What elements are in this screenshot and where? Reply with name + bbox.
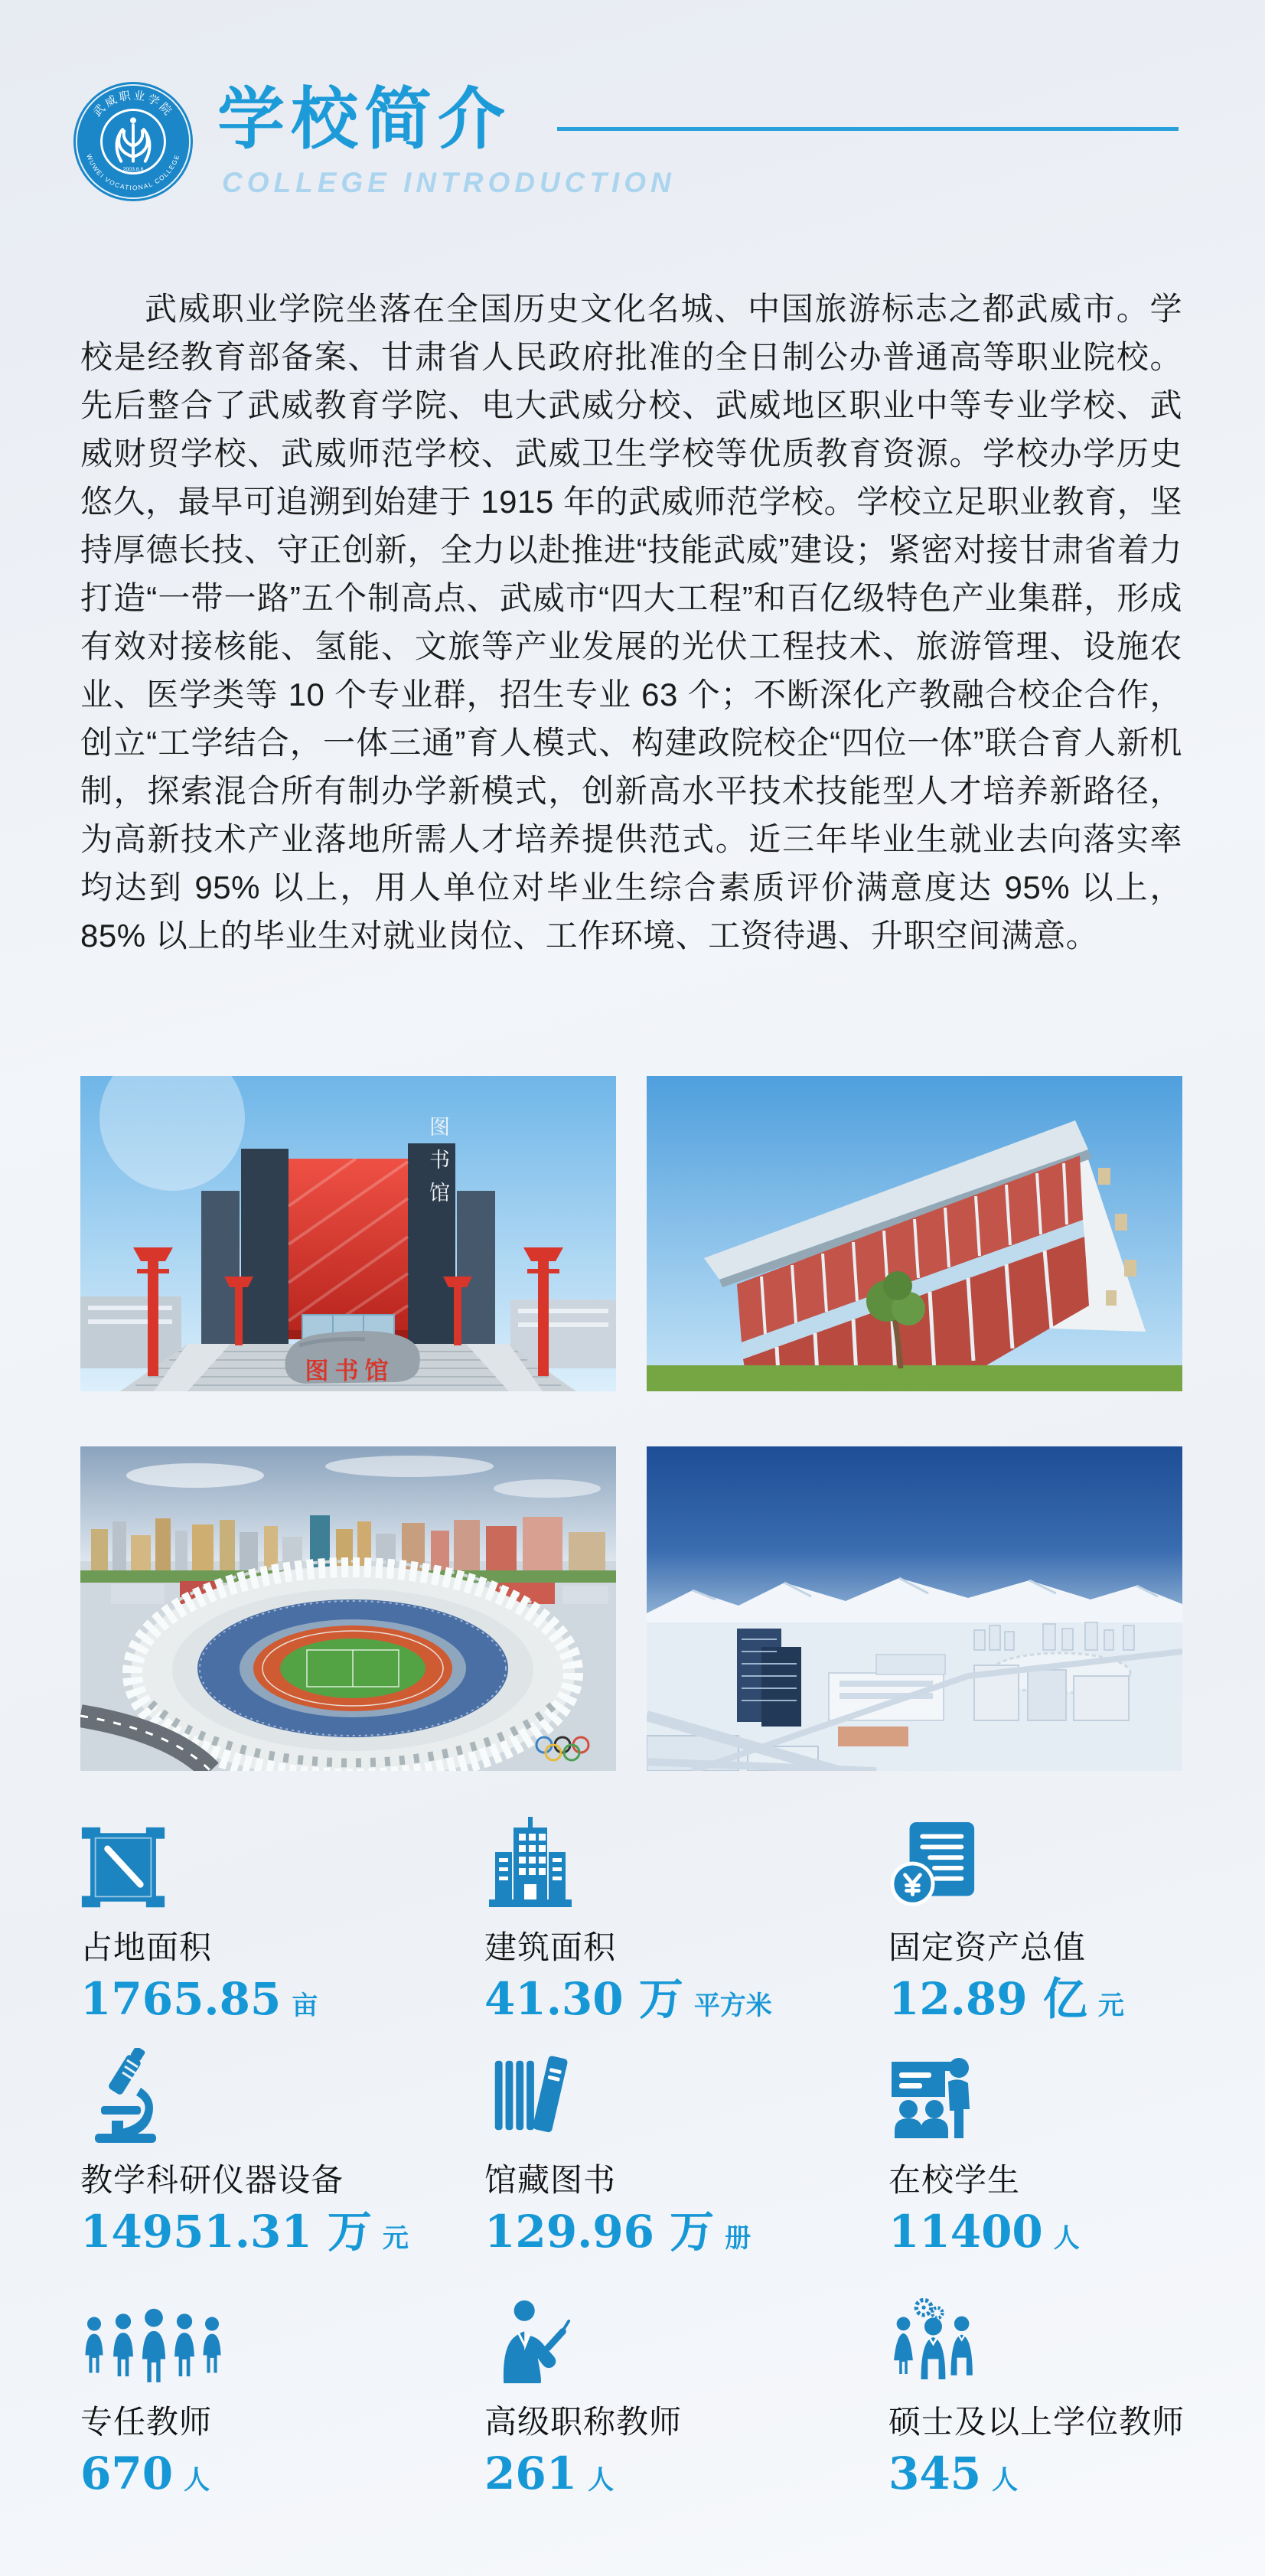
lawn (647, 1365, 1182, 1391)
stat-unit: 人 (588, 2466, 615, 2495)
microscope-icon (80, 2048, 174, 2143)
photo-stadium-aerial (80, 1446, 616, 1771)
stat-value: 41.30 万 (484, 1973, 683, 2025)
stat-label: 馆藏图书 (484, 2162, 617, 2198)
stadium (123, 1561, 582, 1771)
stat-value: 11400 (888, 2206, 1043, 2258)
photo-snow-campus-aerial (647, 1446, 1182, 1771)
logo-bottom-arc-text: WUWEI VOCATIONAL COLLEGE (85, 152, 181, 192)
stat-unit: 平方米 (693, 1991, 772, 2020)
stat-value: 261 (484, 2447, 578, 2499)
gears (916, 2300, 942, 2317)
page-title: 学校简介 (217, 81, 512, 157)
college-logo-icon (73, 81, 194, 202)
library-wall-text: 图书馆 (426, 1116, 449, 1215)
title-rule (557, 127, 1179, 131)
stat-unit: 元 (1097, 1991, 1124, 2020)
stat-unit: 人 (184, 2466, 210, 2495)
stat-equipment (80, 2048, 478, 2268)
page-subtitle: COLLEGE INTRODUCTION (222, 167, 676, 198)
intro-paragraph: 武威职业学院坐落在全国历史文化名城、中国旅游标志之都武威市。学校是经教育部备案、甘肃省人民政府批准的全日制公办普通高等职业院校。先后整合了武威教育学院、电大武威分校、武威地区职业中等专业学校、武威财贸学校、武威师范学校、武威卫生学校等优质教育资源。学校办学历史悠久，最早可追溯到始建于 1915 年的武威师范学校。学校立足职业教育，坚持厚德长技、守正创新，全力以赴推进“技能武威”建设；紧密对接甘肃省着力打造“一带一路”五个制高点、武威市“四大工程”和百亿级特色产业集群，形成有效对接核能、氢能、文旅等产业发展的光伏工程技术、旅游管理、设施农业、医学类等 10 个专业群，招生专业 63 个；不断深化产教融合校企合作，创立“工学结合，一体三通”育人模式、构建政院校企“四位一体”联合育人新机制，探索混合所有制办学新模式，创新高水平技术技能型人才培养新路径，为高新技术产业落地所需人才培养提供范式。近三年毕业生就业去向落实率均达到 95% 以上，用人单位对毕业生综合素质评价满意度达 95% 以上，85% 以上的毕业生对就业岗位、工作环境、工资待遇、升职空间满意。 (80, 291, 1182, 954)
library-stone-text: 图书馆 (305, 1358, 395, 1384)
stat-land-area (80, 1815, 478, 2036)
stat-label: 高级职称教师 (484, 2404, 683, 2440)
land-area-icon (80, 1824, 166, 1910)
stat-fulltime-teachers (80, 2290, 478, 2510)
fixed-assets-icon (888, 1820, 979, 1910)
stat-value: 670 (80, 2447, 174, 2499)
stat-value: 1765.85 (80, 1973, 282, 2025)
books-icon (484, 2049, 575, 2143)
stat-label: 专任教师 (80, 2404, 213, 2440)
stat-value: 345 (888, 2447, 982, 2499)
stat-unit: 人 (1053, 2224, 1080, 2253)
library-red-facade (289, 1159, 408, 1339)
stat-fixed-assets (888, 1815, 1265, 2036)
stat-value: 12.89 亿 (888, 1973, 1087, 2025)
stat-label: 占地面积 (80, 1929, 213, 1965)
stat-unit: 人 (992, 2466, 1019, 2495)
logo-date: 2003.6.6 (122, 167, 144, 173)
stat-unit: 元 (382, 2224, 409, 2253)
stat-value: 129.96 万 (484, 2206, 715, 2258)
photo-library-building (80, 1076, 616, 1391)
stat-label: 硕士及以上学位教师 (888, 2404, 1185, 2440)
stat-label: 在校学生 (888, 2162, 1021, 2198)
stat-students (888, 2048, 1265, 2268)
stat-senior-teachers (484, 2290, 882, 2510)
stat-masters-teachers (888, 2290, 1265, 2510)
stat-label: 教学科研仪器设备 (80, 2162, 344, 2198)
logo-top-arc-text: 武威职业学院 (91, 90, 175, 119)
stat-unit: 册 (725, 2224, 752, 2253)
stat-label: 固定资产总值 (888, 1929, 1087, 1965)
stat-label: 建筑面积 (484, 1929, 617, 1965)
senior-teacher-icon (484, 2297, 573, 2385)
building-icon (484, 1817, 576, 1910)
stat-building-area (484, 1815, 882, 2036)
stat-value: 14951.31 万 (80, 2206, 372, 2258)
teachers-icon (80, 2308, 226, 2385)
stat-unit: 亩 (292, 1991, 318, 2020)
photo-academic-building (647, 1076, 1182, 1391)
stat-library-books (484, 2048, 882, 2268)
masters-teachers-icon (888, 2291, 983, 2385)
students-icon (888, 2051, 980, 2143)
